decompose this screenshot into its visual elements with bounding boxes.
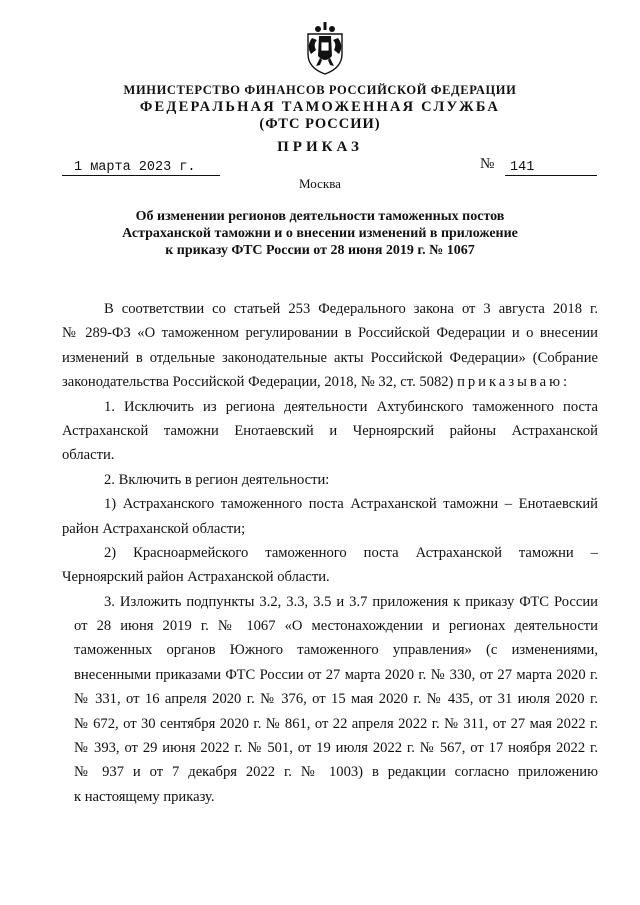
- body-line: № 937 и от 7 декабря 2022 г. № 1003) в редакции согласно приложению: [74, 764, 598, 781]
- body-line: 1) Астраханского таможенного поста Астраханской таможни – Енотаевский: [104, 496, 598, 513]
- service-abbreviation: (ФТС РОССИИ): [259, 116, 381, 132]
- order-date: 1 марта 2023 г.: [62, 159, 220, 176]
- body-line: Черноярский район Астраханской области.: [62, 569, 330, 586]
- body-text: законодательства Российской Федерации, 2018, № 32, ст. 5082): [62, 374, 454, 391]
- body-line: к настоящему приказу.: [74, 788, 215, 805]
- body-line: № 393, от 29 июня 2022 г. № 501, от 19 июля 2022 г. № 567, от 17 ноября 2022 г.: [74, 740, 598, 757]
- body-line: В соответствии со статьей 253 Федерального закона от 3 августа 2018 г.: [104, 301, 598, 317]
- order-body: [62, 297, 598, 809]
- body-line: 3. Изложить подпункты 3.2, 3.3, 3.5 и 3.7 приложения к приказу ФТС России: [104, 593, 598, 610]
- ministry-name: МИНИСТЕРСТВО ФИНАНСОВ РОССИЙСКОЙ ФЕДЕРАЦИИ: [123, 83, 517, 97]
- body-line: области.: [62, 447, 115, 464]
- body-line: внесенными приказами ФТС России от 27 марта 2020 г. № 330, от 27 марта 2020 г.: [74, 666, 598, 683]
- body-line: № 672, от 30 сентября 2020 г. № 861, от 22 апреля 2022 г. № 311, от 27 мая 2022 г.: [74, 715, 598, 732]
- body-line: [62, 370, 598, 394]
- subject-line: к приказу ФТС России от 28 июня 2019 г. № 1067: [165, 243, 475, 258]
- body-line: Астраханской таможни Енотаевский и Черноярский районы Астраханской: [62, 422, 598, 439]
- body-line: таможенных органов Южного таможенного управления» (с изменениями,: [74, 642, 598, 659]
- coat-of-arms-emblem: [302, 20, 348, 76]
- body-line: от 28 июня 2019 г. № 1067 «О местонахождении и регионах деятельности: [74, 618, 598, 635]
- order-number-label: №: [480, 156, 495, 172]
- body-line: 1. Исключить из региона деятельности Ахтубинского таможенного поста: [104, 398, 598, 415]
- body-line: № 289-ФЗ «О таможенном регулировании в Российской Федерации и о внесении: [62, 325, 598, 342]
- body-line: изменений в отдельные законодательные акты Российской Федерации» (Собрание: [62, 349, 598, 366]
- service-name: ФЕДЕРАЛЬНАЯ ТАМОЖЕННАЯ СЛУЖБА: [139, 99, 501, 115]
- body-line: № 331, от 16 апреля 2020 г. № 376, от 15 мая 2020 г. № 435, от 31 июля 2020 г.: [74, 691, 598, 708]
- city: Москва: [299, 176, 341, 191]
- document-type: ПРИКАЗ: [277, 139, 363, 155]
- order-number: 141: [505, 159, 597, 176]
- order-verb: приказываю:: [457, 374, 571, 391]
- subject-line: Астраханской таможни и о внесении изменений в приложение: [122, 226, 518, 241]
- subject-line: Об изменении регионов деятельности таможенных постов: [135, 209, 505, 224]
- body-line: 2) Красноармейского таможенного поста Астраханской таможни –: [104, 544, 598, 561]
- order-subject: [90, 208, 550, 259]
- body-line: район Астраханской области;: [62, 520, 246, 537]
- body-line: 2. Включить в регион деятельности:: [104, 471, 330, 488]
